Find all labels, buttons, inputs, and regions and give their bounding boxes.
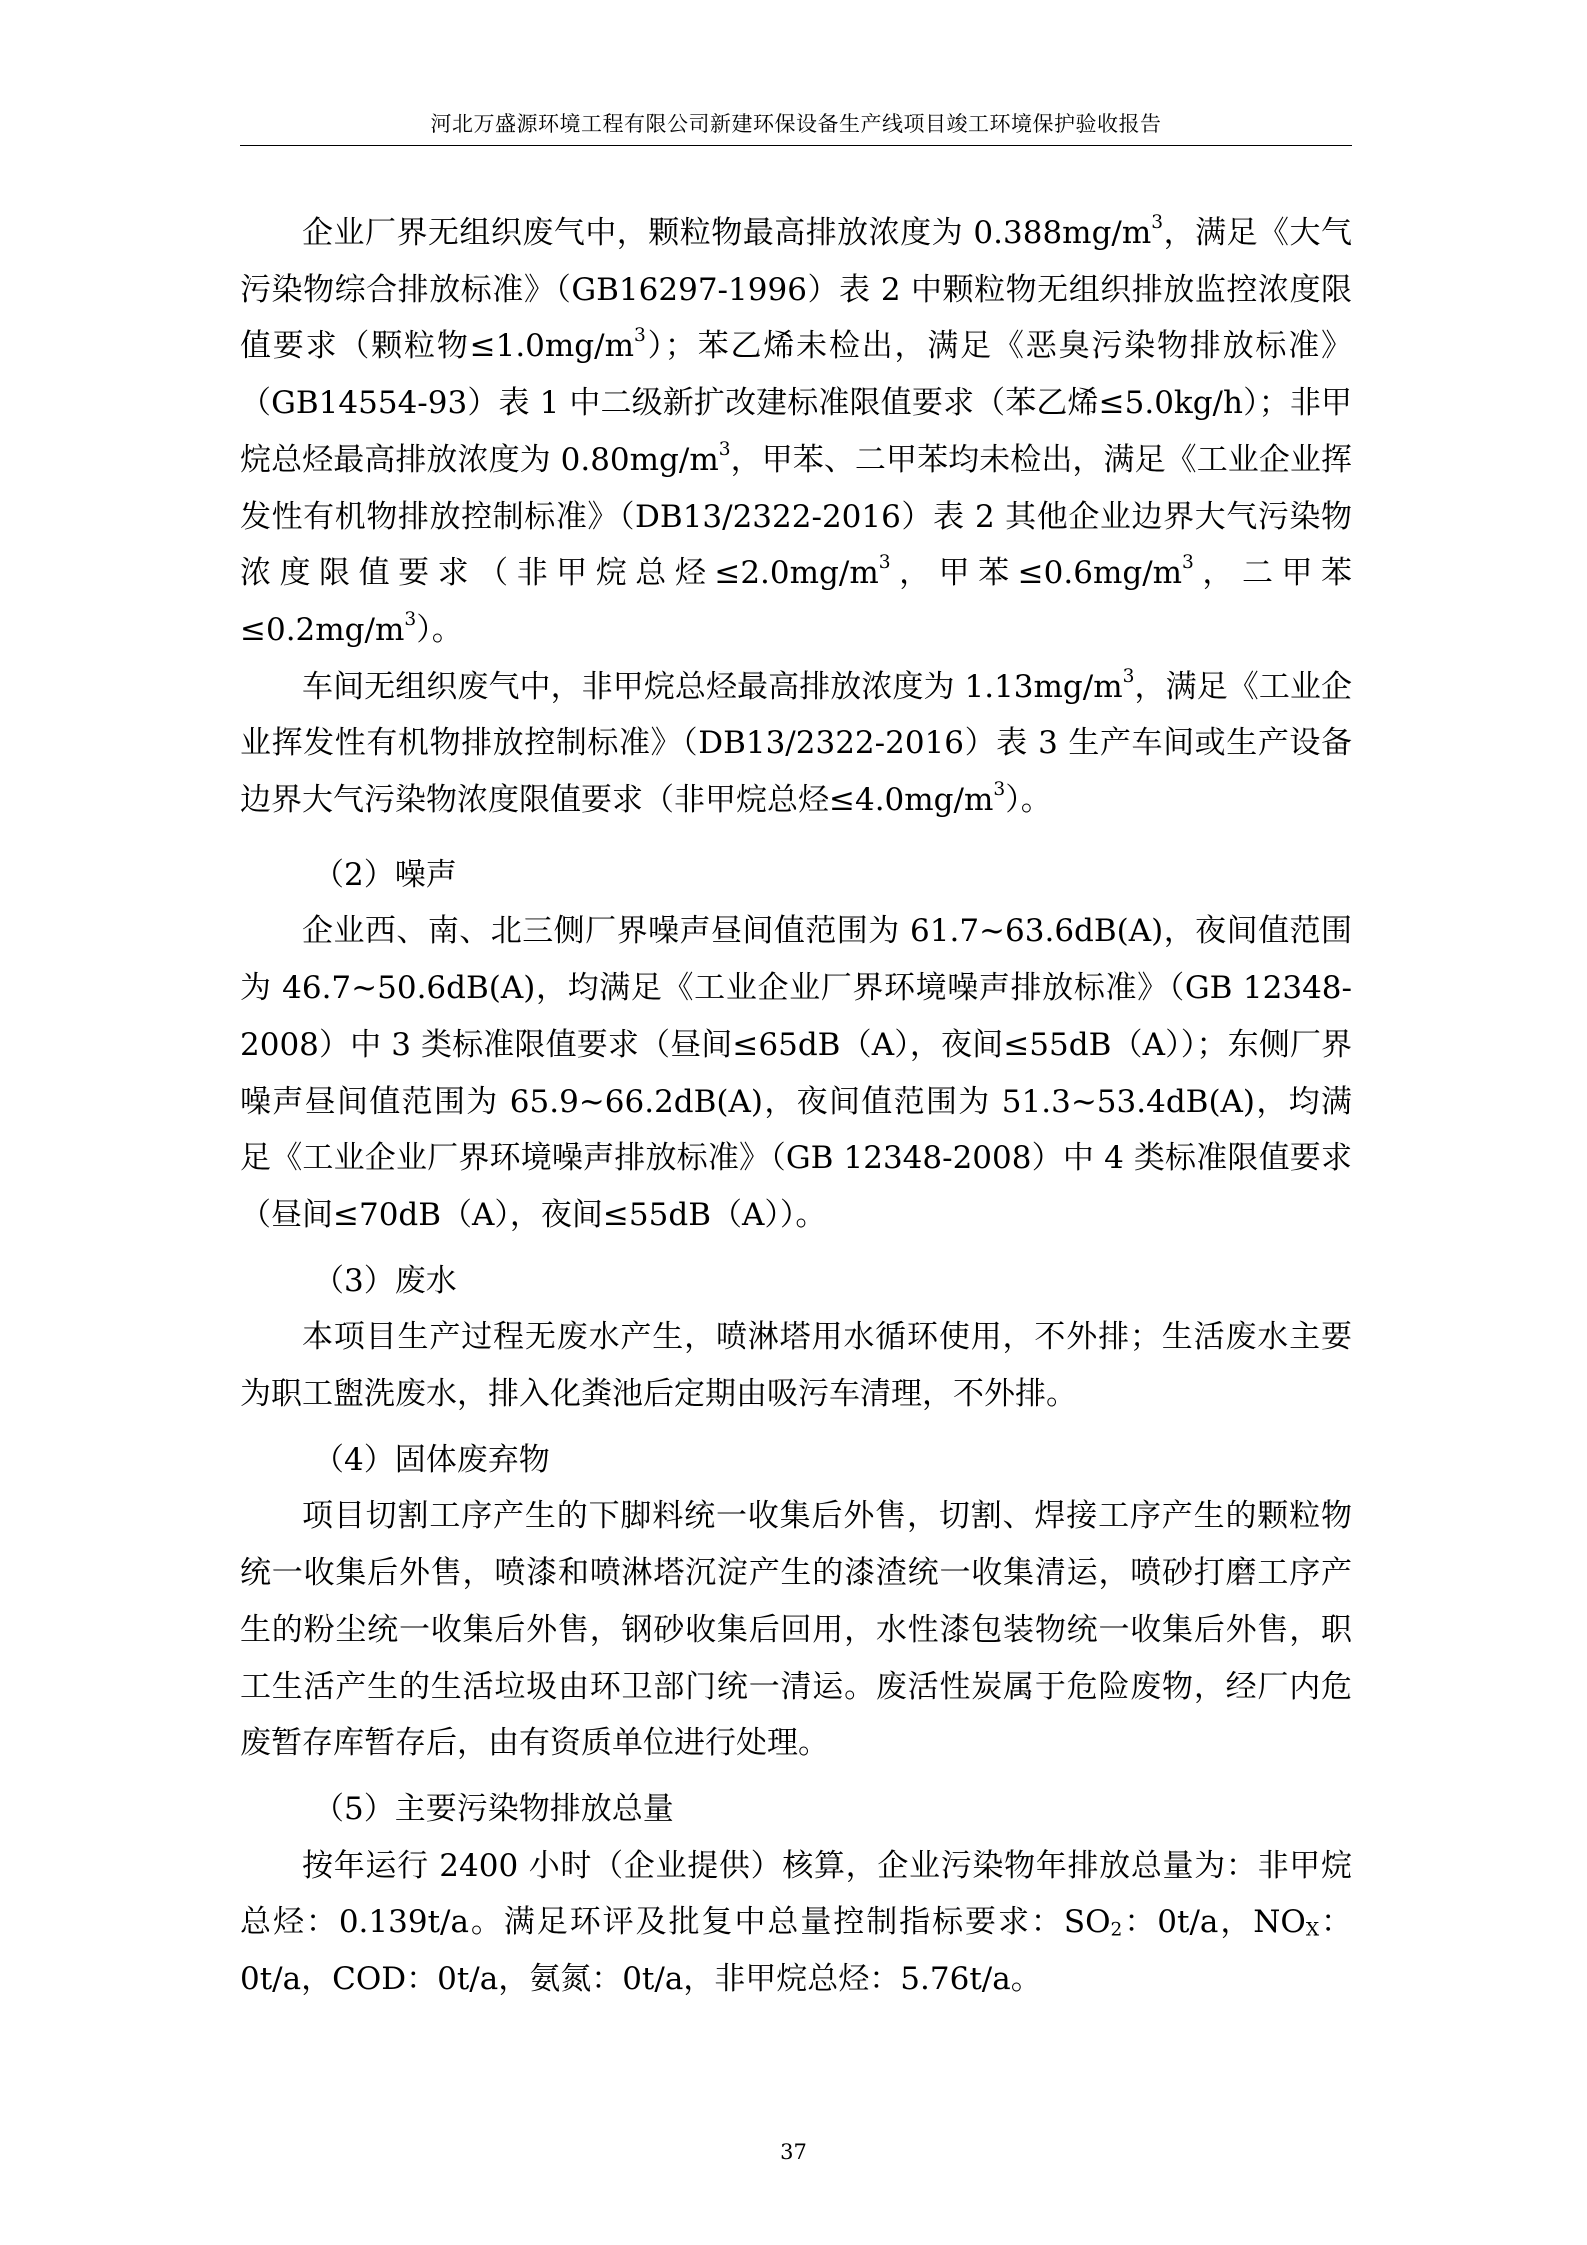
paragraph-noise: 企业西、南、北三侧厂界噪声昼间值范围为 61.7~63.6dB(A)，夜间值范围为 46.7~50.6dB(A)，均满足《工业企业厂界环境噪声排放标准》（GB 12348-2008）中 3 类标准限值要求（昼间≤65dB（A），夜间≤55dB（A））；东侧厂界噪声昼间值范围为 65.9~66.2dB(A)，夜间值范围为 51.3~53.4dB(A)，均满足《工业企业厂界环境噪声排放标准》（GB 12348-2008）中 4 类标准限值要求（昼间≤70dB（A），夜间≤55dB（A））。 [240, 913, 1353, 1233]
section-heading-noise: （2）噪声 [313, 856, 457, 893]
paragraph-air-workshop [240, 659, 1352, 829]
section-heading-solid-waste: （4）固体废弃物 [313, 1441, 550, 1478]
subscript: 2 [1110, 1920, 1123, 1942]
text-span: ）。 [416, 611, 463, 648]
text-span: ：0t/a，NO [1122, 1904, 1306, 1941]
superscript: 3 [878, 552, 891, 574]
text-span: 按年运行 2400 小时（企业提供）核算，企业污染物年排放总量为：非甲烷总烃：0.139t/a。满足环评及批复中总量控制指标要求：SO [240, 1847, 1352, 1941]
paragraph-wastewater: 本项目生产过程无废水产生，喷淋塔用水循环使用，不外排；生活废水主要为职工盥洗废水，排入化粪池后定期由吸污车清理，不外排。 [240, 1319, 1352, 1413]
section-heading-total-emissions: （5）主要污染物排放总量 [313, 1790, 674, 1827]
section-heading-wastewater: （3）废水 [313, 1262, 457, 1299]
subscript: X [1305, 1920, 1320, 1942]
text-span: ，甲苯、二甲苯均未检出，满足《工业企业挥发性有机物排放控制标准》（DB13/2322-2016）表 2 其他企业边界大气污染物浓度限值要求（非甲烷总烃≤2.0mg/m [240, 441, 1352, 592]
paragraph-total-emissions [240, 1838, 1352, 2008]
superscript: 3 [404, 609, 417, 631]
superscript: 3 [633, 325, 646, 347]
superscript: 3 [1122, 665, 1135, 687]
page-body [240, 205, 1352, 2008]
text-span: 企业厂界无组织废气中，颗粒物最高排放浓度为 0.388mg/m [302, 215, 1152, 251]
paragraph-air-boundary [240, 205, 1352, 659]
superscript: 3 [1182, 552, 1194, 574]
superscript: 3 [718, 438, 731, 460]
text-span: 车间无组织废气中，非甲烷总烃最高排放浓度为 1.13mg/m [302, 668, 1123, 705]
page-number: 37 [780, 2140, 807, 2164]
header-divider [240, 145, 1352, 146]
text-span: ，甲苯≤0.6mg/m [890, 555, 1183, 592]
text-span: ，满足《大气污染物综合排放标准》（GB16297-1996）表 2 中颗粒物无组织排放监控浓度限值要求（颗粒物≤1.0mg/m [240, 215, 1352, 365]
text-span: ，满足《工业企业挥发性有机物排放控制标准》（DB13/2322-2016）表 3 生产车间或生产设备边界大气污染物浓度限值要求（非甲烷总烃≤4.0mg/m [240, 668, 1352, 819]
superscript: 3 [993, 779, 1006, 801]
text-span: ：0t/a，COD：0t/a，氨氮：0t/a，非甲烷总烃：5.76t/a。 [240, 1904, 1353, 1998]
page-header: 河北万盛源环境工程有限公司新建环保设备生产线项目竣工环境保护验收报告 [430, 112, 1162, 136]
paragraph-solid-waste: 项目切割工序产生的下脚料统一收集后外售，切割、焊接工序产生的颗粒物统一收集后外售，喷漆和喷淋塔沉淀产生的漆渣统一收集清运，喷砂打磨工序产生的粉尘统一收集后外售，钢砂收集后回用，水性漆包装物统一收集后外售，职工生活产生的生活垃圾由环卫部门统一清运。废活性炭属于危险废物，经厂内危废暂存库暂存后，由有资质单位进行处理。 [240, 1498, 1352, 1762]
superscript: 3 [1151, 212, 1164, 234]
text-span: ，二甲苯≤0.2mg/m [240, 555, 1353, 648]
text-span: ）；苯乙烯未检出，满足《恶臭污染物排放标准》（GB14554-93）表 1 中二级新扩改建标准限值要求（苯乙烯≤5.0kg/h）；非甲烷总烃最高排放浓度为 0.80mg/m [240, 328, 1352, 478]
text-span: ）。 [1005, 782, 1052, 819]
